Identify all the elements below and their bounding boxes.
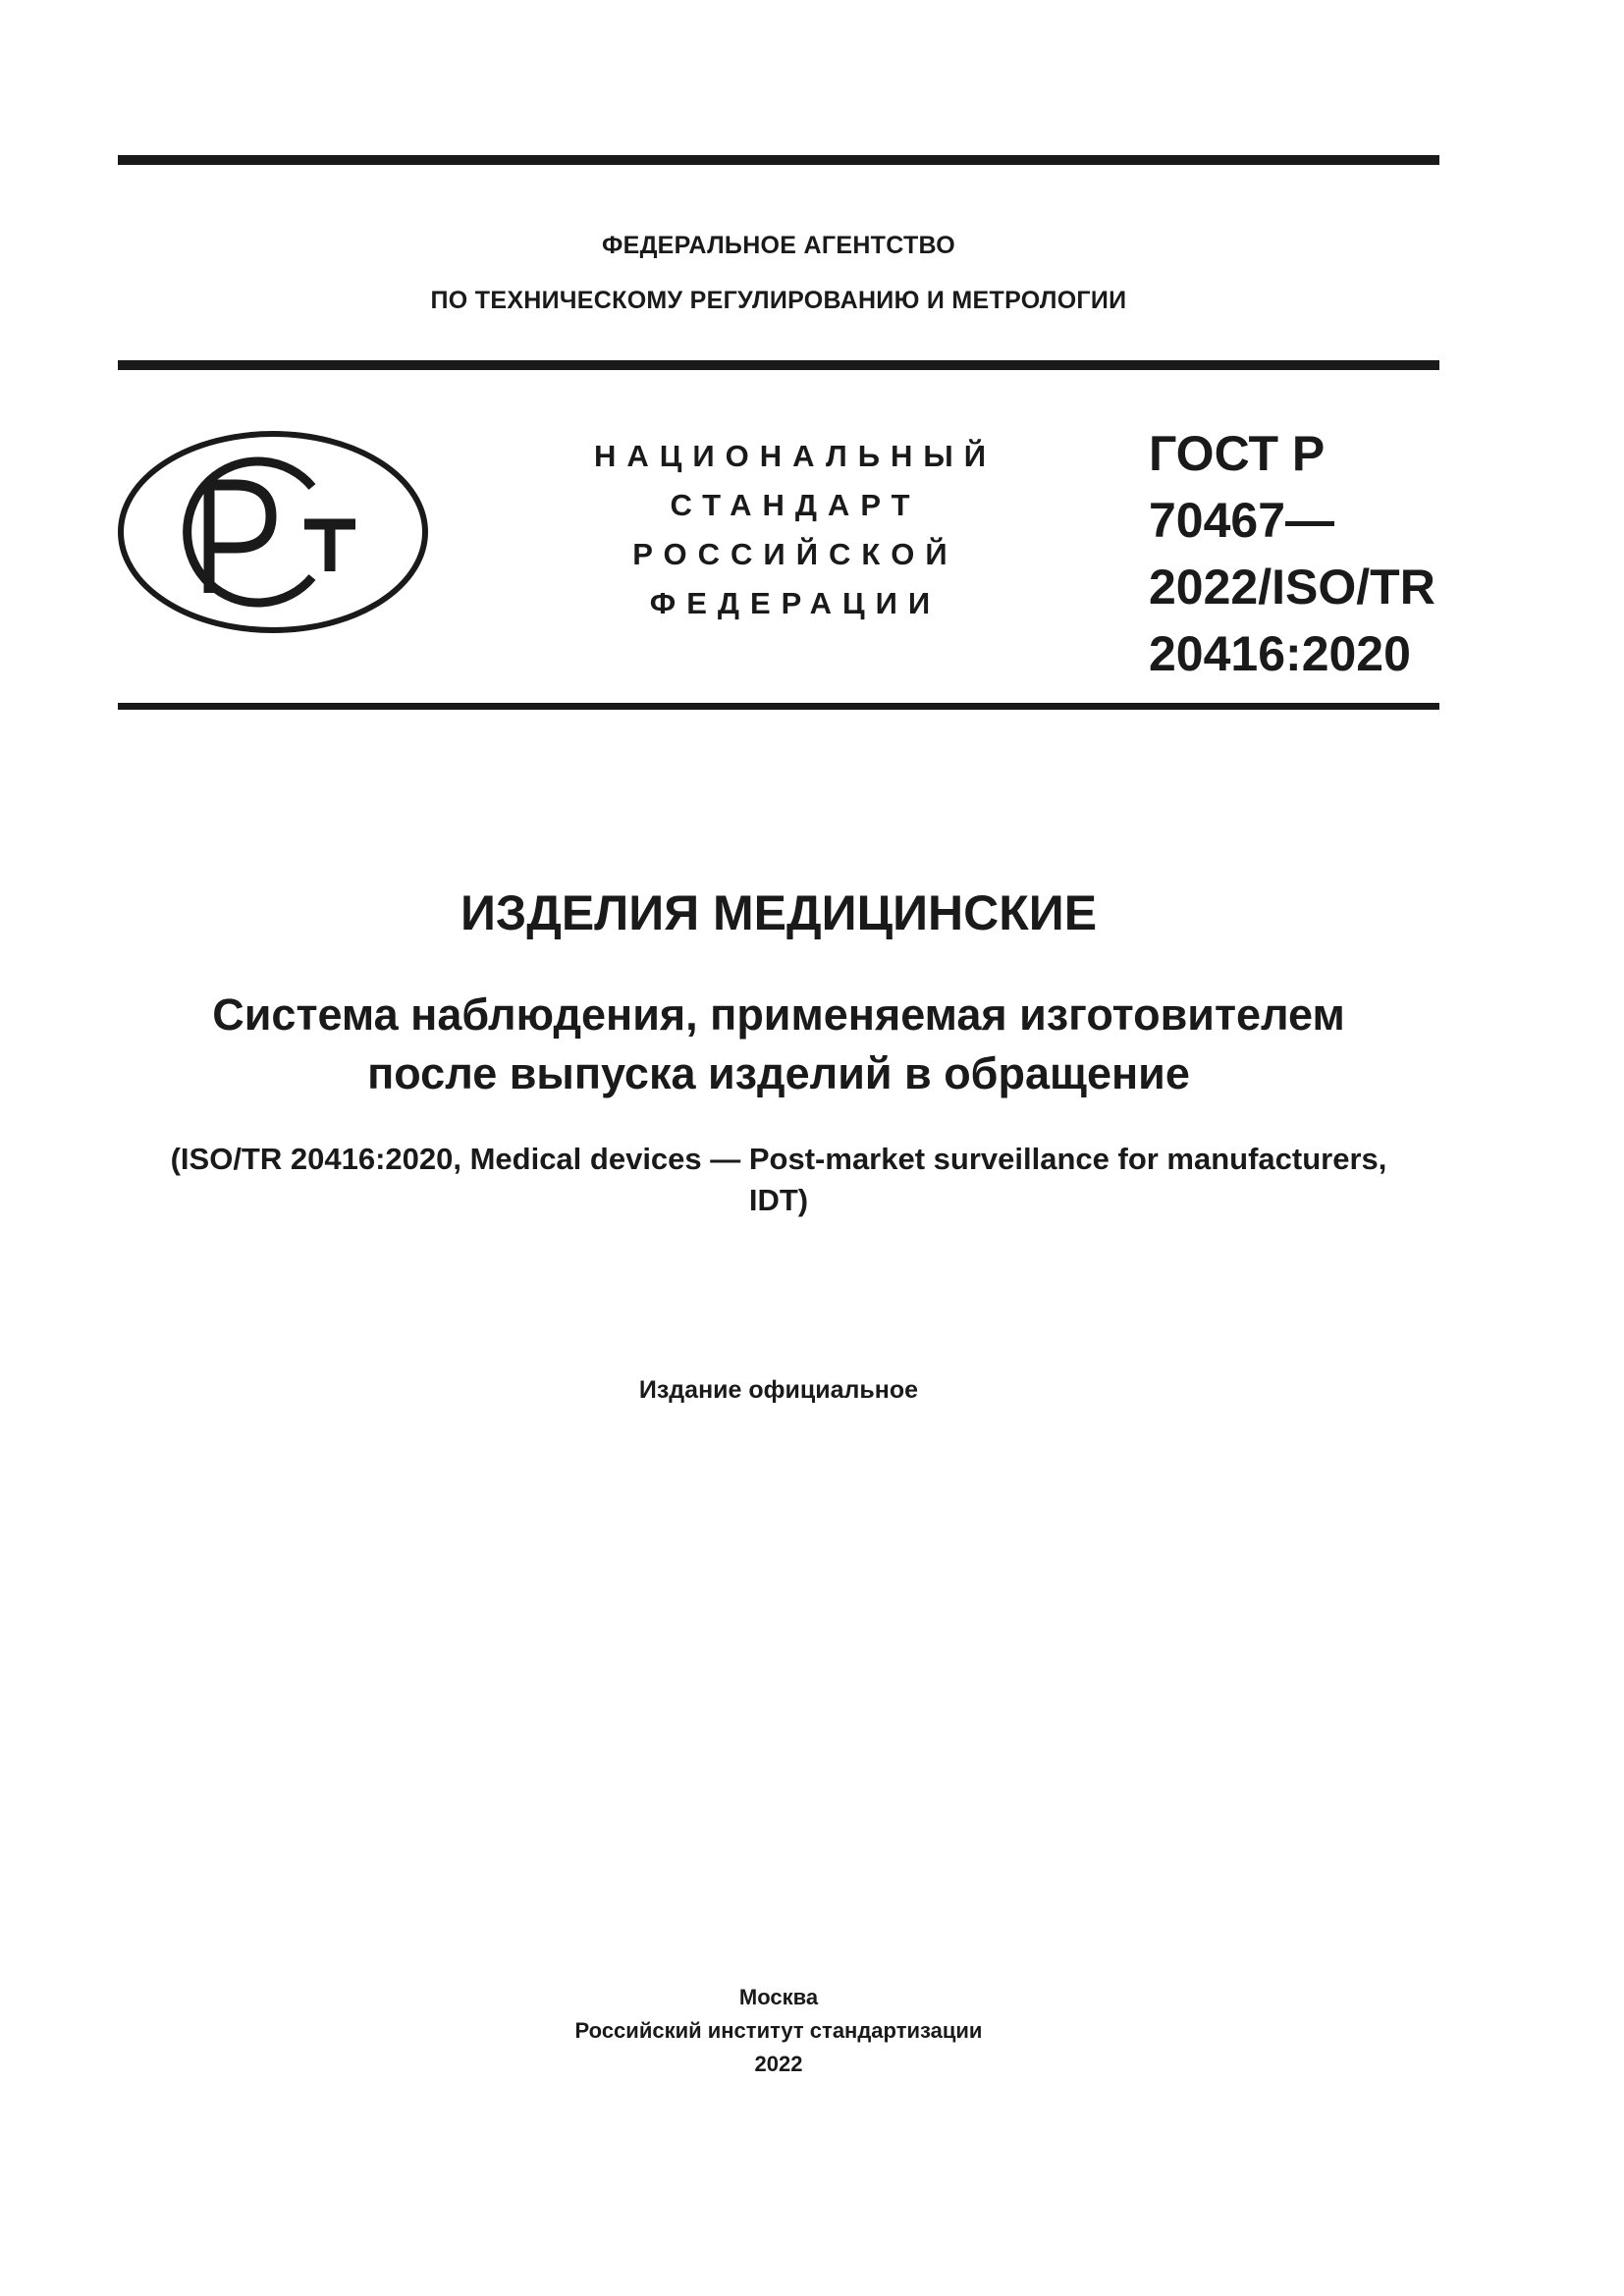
designation-line-4: 20416:2020 [1149,626,1411,681]
international-line-2: IDT) [748,1183,809,1217]
national-line-4: ФЕДЕРАЦИИ [649,586,942,620]
middle-rule [118,360,1439,370]
document-title: ИЗДЕЛИЯ МЕДИЦИНСКИЕ [460,885,1098,940]
subtitle-line-1: Система наблюдения, применяемая изготовителем [212,989,1345,1040]
international-line-1: (ISO/TR 20416:2020, Medical devices — Post-market surveillance for manufacturers, [170,1142,1387,1176]
standard-designation [1149,420,1435,687]
imprint-city: Москва [738,1985,819,2009]
subtitle-line-2: после выпуска изделий в обращение [367,1048,1190,1098]
imprint [118,1981,1439,2081]
national-line-3: РОССИЙСКОЙ [632,537,958,571]
designation-line-2: 70467— [1149,493,1335,548]
imprint-publisher: Российский институт стандартизации [574,2018,983,2043]
international-reference [118,1139,1439,1221]
rst-logo-icon [116,428,430,636]
imprint-year: 2022 [754,2052,803,2076]
top-rule [118,155,1439,165]
agency-header [118,218,1439,328]
bottom-rule [118,703,1439,710]
designation-line-1: ГОСТ Р [1149,426,1326,481]
edition-label: Издание официальное [638,1376,919,1404]
national-standard-label [530,432,1060,628]
agency-line-2: ПО ТЕХНИЧЕСКОМУ РЕГУЛИРОВАНИЮ И МЕТРОЛОГИИ [430,287,1127,314]
agency-line-1: ФЕДЕРАЛЬНОЕ АГЕНТСТВО [601,232,956,259]
document-subtitle [118,986,1439,1103]
national-line-2: СТАНДАРТ [670,488,921,522]
national-line-1: НАЦИОНАЛЬНЫЙ [593,439,998,473]
designation-line-3: 2022/ISO/TR [1149,560,1435,614]
